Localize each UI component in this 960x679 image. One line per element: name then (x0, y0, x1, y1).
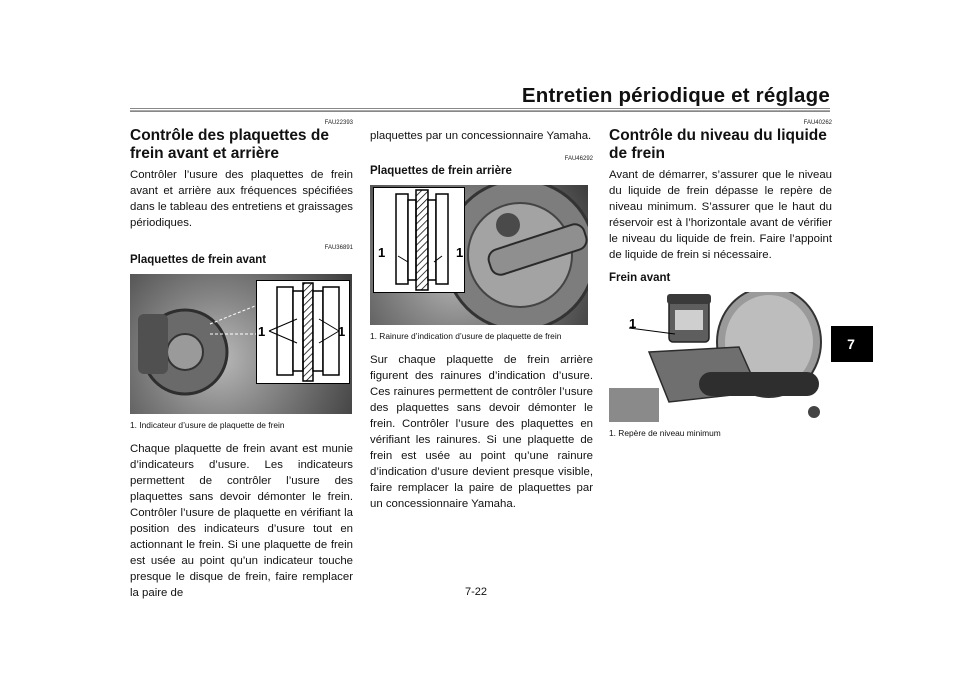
wear-indicator-inset (256, 280, 350, 384)
reference-code: FAU46292 (564, 156, 593, 162)
section-title: Contrôle des plaquettes de frein avant et arrière (130, 127, 329, 162)
front-brake-pad-figure (130, 274, 352, 414)
column-left (130, 120, 353, 601)
figure-caption: 1. Indicateur d’usure de plaquette de frein (130, 420, 285, 430)
page-number: 7-22 (465, 586, 488, 598)
callout-label: 1 (378, 245, 386, 260)
brake-fluid-reservoir-figure (609, 292, 831, 422)
callout-label: 1 (338, 324, 346, 339)
chapter-tab[interactable]: 7 (829, 326, 873, 362)
intro-paragraph: Contrôler l’usure des plaquettes de frein avant et arrière aux fréquences spécifiées dans le tableau des entretiens et graissages périodiques. (130, 169, 353, 229)
reference-code: FAU22393 (324, 120, 353, 126)
reference-code: FAU40262 (803, 120, 832, 126)
subsection-title: Plaquettes de frein arrière (370, 165, 512, 177)
subsection-title: Plaquettes de frein avant (130, 254, 267, 266)
header-rule (130, 108, 830, 112)
callout-label: 1 (456, 245, 464, 260)
callout-label: 1 (629, 316, 637, 331)
section-title: Contrôle du niveau du liquide de frein (609, 127, 827, 162)
column-right (609, 120, 832, 439)
figure-caption: 1. Repère de niveau minimum (609, 428, 721, 438)
column-middle (370, 120, 593, 512)
reservoir-illustration (609, 292, 831, 422)
body-paragraph: Avant de démarrer, s’assurer que le niveau du liquide de frein dépasse le repère de niveau minimum. S’assurer que le haut du réservoir est à l’horizontale avant de vérifier le niveau du liquide de frein. Faire l’appoint de liquide de frein si nécessaire. (609, 169, 832, 261)
reference-code: FAU36891 (324, 245, 353, 251)
brake-pad-groove-diagram (374, 188, 464, 292)
subsection-title: Frein avant (609, 272, 671, 284)
callout-label: 1 (258, 324, 266, 339)
body-paragraph: Chaque plaquette de frein avant est munie d’indicateurs d’usure. Les indicateurs permettent de contrôler l’usure des plaquettes sans devoir démonter le frein. Contrôler l’usure de plaquette en vérifiant la position des indicateurs d’usure tout en actionnant le frein. Si une plaquette de frein est usée au point qu’un indicateur touche presque le disque de frein, faire remplacer la paire de (130, 443, 353, 599)
page-header-title: Entretien périodique et réglage (521, 84, 830, 107)
groove-indicator-inset (373, 187, 465, 293)
body-paragraph: Sur chaque plaquette de frein arrière figurent des rainures d’indication d’usure. Ces rainures permettent de contrôler l’usure des plaquettes sans devoir démonter le frein. Contrôler l’usure des plaquettes en vérifiant les rainures. Si une plaquette de frein est usée au point qu’une rainure d’indication d’usure devient presque visible, faire remplacer la paire de plaquettes par un concessionnaire Yamaha. (370, 354, 593, 510)
figure-caption: 1. Rainure d’indication d’usure de plaquette de frein (370, 331, 562, 341)
rear-brake-pad-figure (370, 185, 588, 325)
continuation-paragraph: plaquettes par un concessionnaire Yamaha. (370, 130, 592, 142)
brake-pad-diagram (257, 281, 349, 383)
